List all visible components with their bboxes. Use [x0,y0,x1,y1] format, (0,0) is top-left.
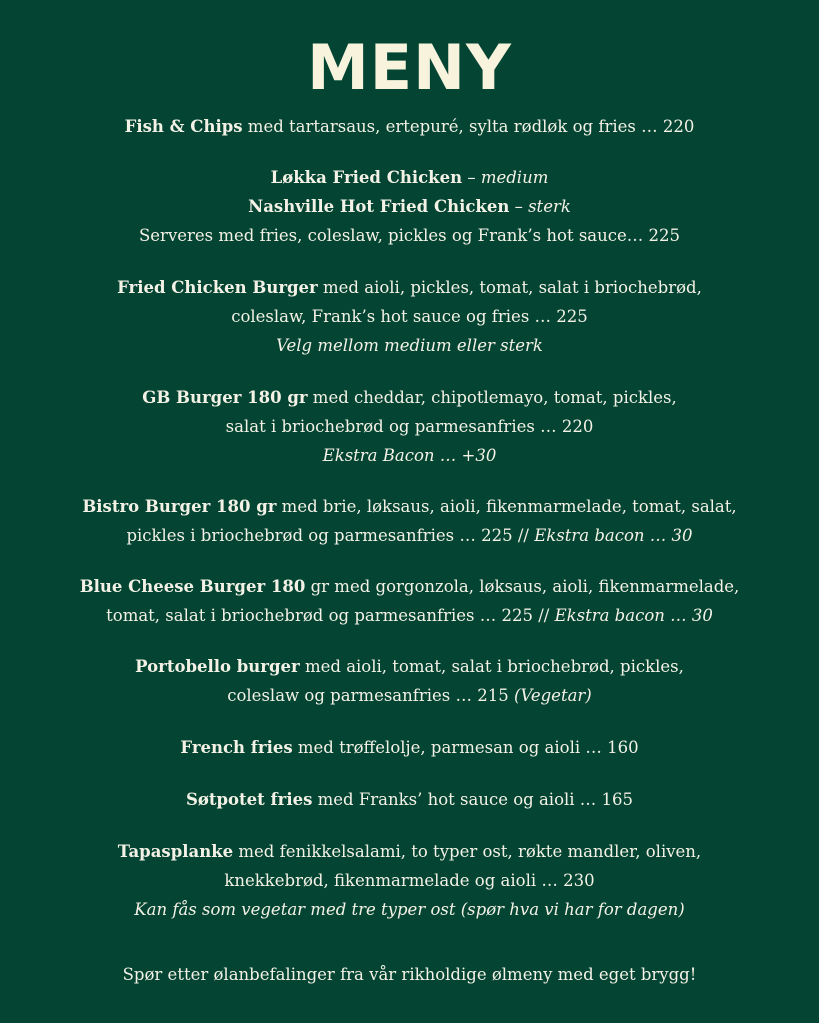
item-note: (Vegetar) [514,686,592,705]
item-description: pickles i briochebrød og parmesanfries … 225 // [126,526,535,545]
item-description: med cheddar, chipotlemayo, tomat, pickles, [307,388,677,407]
item-name: GB Burger 180 gr [142,388,308,407]
item-description: coleslaw og parmesanfries … 215 [227,686,515,705]
menu-item-bistro-burger [0,492,819,550]
item-name: Bistro Burger 180 gr [82,497,277,516]
item-name: French fries [180,738,293,757]
item-description: knekkebrød, fikenmarmelade og aioli … 230 [224,871,595,890]
item-description: tomat, salat i briochebrød og parmesanfries … 225 // [106,606,555,625]
item-name: Nashville Hot Fried Chicken [248,197,510,216]
item-note: Velg mellom medium eller sterk [276,336,543,355]
item-description: med brie, løksaus, aioli, fikenmarmelade, tomat, salat, [276,497,737,516]
item-note: Ekstra bacon … 30 [554,606,713,625]
item-description: med aioli, tomat, salat i briochebrød, pickles, [299,657,684,676]
item-description: med Franks’ hot sauce og aioli … 165 [312,790,634,809]
item-name: Portobello burger [135,657,300,676]
item-description: salat i briochebrød og parmesanfries … 220 [225,417,594,436]
item-note: sterk [528,197,571,216]
item-name: Løkka Fried Chicken [270,168,463,187]
menu-item-french-fries [0,733,819,762]
item-description: coleslaw, Frank’s hot sauce og fries … 225 [231,307,588,326]
menu-item-sotpotet-fries [0,785,819,814]
menu-item-fried-chicken-burger [0,273,819,360]
item-description: Serveres med fries, coleslaw, pickles og Frank’s hot sauce… 225 [138,226,680,245]
item-note: medium [480,168,549,187]
menu-item-blue-cheese-burger [0,572,819,630]
item-name: Fish & Chips [124,117,243,136]
item-note: Ekstra bacon … 30 [534,526,693,545]
menu-title: MENY [307,31,512,104]
menu-item-portobello-burger [0,652,819,710]
item-description: med fenikkelsalami, to typer ost, røkte mandler, oliven, [233,842,702,861]
menu-footer: Spør etter ølanbefalinger fra vår rikholdige ølmeny med eget brygg! [122,965,697,984]
item-name: Fried Chicken Burger [117,278,318,297]
menu-item-fish-chips [0,112,819,141]
menu-item-gb-burger [0,383,819,470]
item-description: med tartarsaus, ertepuré, sylta rødløk og fries … 220 [242,117,695,136]
menu-item-fried-chicken: Løkka Fried Chicken – medium Nashville Hot Fried Chicken – sterk Serveres med fries, coleslaw, pickles og Frank’s hot sauce… 225 [0,163,819,250]
item-description: med trøffelolje, parmesan og aioli … 160 [292,738,639,757]
item-name: Søtpotet fries [185,790,313,809]
menu-item-tapasplanke [0,837,819,924]
item-description: gr med gorgonzola, løksaus, aioli, fikenmarmelade, [305,577,740,596]
item-name: Blue Cheese Burger 180 [79,577,306,596]
item-name: Tapasplanke [117,842,234,861]
item-note: Ekstra Bacon … +30 [322,446,497,465]
item-note: Kan fås som vegetar med tre typer ost (spør hva vi har for dagen) [134,900,685,919]
item-description: med aioli, pickles, tomat, salat i briochebrød, [317,278,702,297]
